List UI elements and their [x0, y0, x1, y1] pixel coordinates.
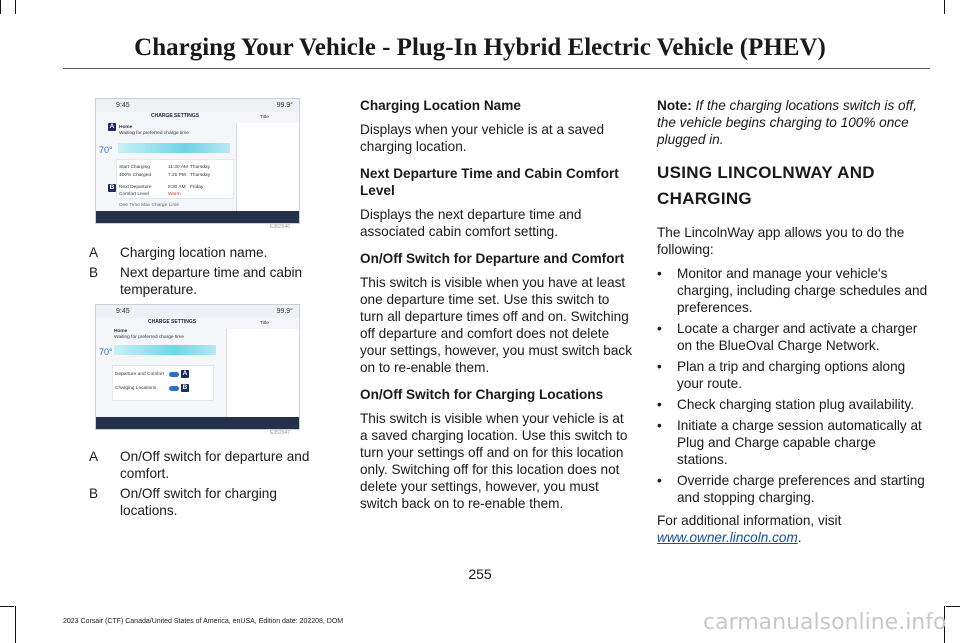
row-label: Next Departure [119, 185, 152, 190]
row-day: Thursday [190, 165, 210, 170]
section-heading-line: USING LINCOLNWAY AND [657, 163, 875, 182]
section-heading: Next Departure Time and Cabin Comfort Level [360, 166, 619, 198]
switch-rows [112, 365, 214, 401]
charging-locations-toggle[interactable] [169, 386, 179, 391]
crop-mark [15, 606, 16, 643]
panel-title: Title [260, 115, 269, 120]
location-name: Home [119, 125, 133, 130]
bullet-text: Plan a trip and charging options along your route. [677, 359, 906, 391]
paragraph: This switch is visible when your vehicle is at a saved charging location. Use this switch to turn your settings off and on for this location only. Switching off for this location does not delete your settings, however, you must switch back on to re-enable them. [360, 411, 628, 511]
callout-b: B [182, 384, 188, 391]
callout-b: B [109, 184, 115, 191]
legend-text: On/Off switch for charging locations. [120, 486, 277, 518]
outside-temp: 99.9° [276, 308, 293, 315]
bullet-text: Override charge preferences and starting and stopping charging. [677, 473, 925, 505]
side-panel [236, 123, 299, 211]
callout-a: A [182, 370, 188, 377]
legend-letter: B [89, 486, 99, 501]
list-item: • Check charging station plug availability. [657, 397, 915, 412]
bullet-text: Monitor and manage your vehicle's charging, including charge schedules and preferences. [677, 266, 928, 315]
legend-letter: A [89, 449, 99, 464]
charge-level-bar [118, 143, 230, 153]
row-time: 8:30 AM [168, 185, 186, 190]
row-day: Thursday [190, 173, 210, 178]
location-status: Waiting for preferred charge time [114, 335, 184, 340]
legend-item [89, 244, 339, 264]
legend-letter: A [89, 245, 99, 260]
owner-site-link[interactable]: www.owner.lincoln.com [657, 530, 798, 545]
dock-bar [96, 417, 299, 429]
note-label: Note: [657, 98, 692, 113]
bullet-text: Check charging station plug availability. [677, 397, 915, 412]
list-item: • Monitor and manage your vehicle's charging, including charge schedules and preferences. [657, 266, 928, 315]
dock-bar [96, 211, 299, 223]
crop-mark [0, 606, 14, 607]
outside-temp: 99.9° [276, 102, 293, 109]
location-name: Home [114, 329, 128, 334]
watermark: carmanualsonline.info [703, 610, 947, 635]
charge-settings-screen-1 [95, 98, 300, 224]
figure-id: E352946 [270, 224, 291, 230]
title-divider [63, 68, 930, 69]
note-text: If the charging locations switch is off, the vehicle begins charging to 100% once plugged in. [657, 98, 917, 147]
intro-paragraph: The LincolnWay app allows you to do the following: [657, 225, 905, 257]
legend-item [89, 264, 339, 300]
panel-title: Title [260, 321, 269, 326]
section-heading: On/Off Switch for Charging Locations [360, 387, 604, 402]
legend-text: Next departure time and cabin temperature. [120, 265, 303, 297]
clock: 9:45 [116, 102, 130, 109]
row-label: Comfort Level [119, 192, 149, 197]
charge-settings-screen-2 [95, 304, 300, 430]
note [657, 97, 929, 148]
departure-comfort-toggle[interactable] [169, 372, 179, 377]
clock: 9:45 [116, 308, 130, 315]
row-time: 11:30 AM [168, 165, 188, 170]
list-item: • Locate a charger and activate a charger on the BlueOval Charge Network. [657, 321, 918, 353]
page-number: 255 [468, 566, 492, 582]
section-heading: Charging Location Name [360, 98, 521, 113]
cabin-temp: 70° [99, 145, 113, 155]
paragraph: Displays the next departure time and associated cabin comfort setting. [360, 207, 582, 239]
row-label: 100% Charged [119, 173, 152, 178]
cabin-temp: 70° [99, 347, 113, 357]
crop-mark [15, 0, 16, 14]
footer-note: One Time Max Charge Limit [119, 203, 179, 208]
crop-mark [944, 0, 945, 14]
page-title: Charging Your Vehicle - Plug-In Hybrid Electric Vehicle (PHEV) [134, 34, 826, 61]
bullet-text: Locate a charger and activate a charger on the BlueOval Charge Network. [677, 321, 918, 353]
row-value: Warm [168, 192, 181, 197]
legend-item [89, 448, 339, 484]
screen-heading: CHARGE SETTINGS [148, 319, 197, 325]
charge-level-bar [114, 345, 216, 355]
legend-text: Charging location name. [120, 245, 268, 260]
row-label: Charging Locations [115, 386, 157, 391]
crop-mark [0, 0, 1, 14]
row-label: Departure and Comfort [115, 372, 165, 377]
screen-heading: CHARGE SETTINGS [151, 113, 200, 119]
location-status: Waiting for preferred charge time [119, 131, 189, 136]
row-day: Friday [190, 185, 204, 190]
section-heading: On/Off Switch for Departure and Comfort [360, 251, 625, 266]
paragraph: Displays when your vehicle is at a saved charging location. [360, 122, 605, 154]
legend-text: On/Off switch for departure and comfort. [120, 449, 310, 481]
crop-mark [946, 606, 960, 607]
bullet-text: Initiate a charge session automatically at Plug and Charge capable charge stations. [677, 418, 922, 467]
legend-item [89, 485, 339, 521]
row-time: 7:25 PM [168, 173, 186, 178]
middle-column [360, 97, 632, 512]
list-item: • Initiate a charge session automatically at Plug and Charge capable charge stations. [657, 418, 922, 467]
callout-a: A [109, 123, 115, 130]
right-column [657, 97, 929, 546]
section-heading-line: CHARGING [657, 189, 752, 208]
list-item: • Plan a trip and charging options along your route. [657, 359, 906, 391]
side-panel [226, 329, 299, 417]
legend-letter: B [89, 265, 99, 280]
list-item: • Override charge preferences and starting and stopping charging. [657, 473, 925, 505]
edition-info: 2023 Corsair (CTF) Canada/United States of America, enUSA, Edition date: 202208, DOM [63, 618, 344, 625]
bullet-list [657, 265, 929, 506]
row-label: Start Charging [119, 165, 150, 170]
outro-paragraph: For additional information, visit [657, 513, 842, 528]
figure-id: E352947 [270, 430, 291, 436]
link-suffix: . [797, 530, 802, 545]
paragraph: This switch is visible when you have at least one departure time set. Use this switch to turn all departure times off and on. Switching off departure and comfort does not delete your settings, however, you must switch back on to re-enable them. [360, 275, 632, 375]
